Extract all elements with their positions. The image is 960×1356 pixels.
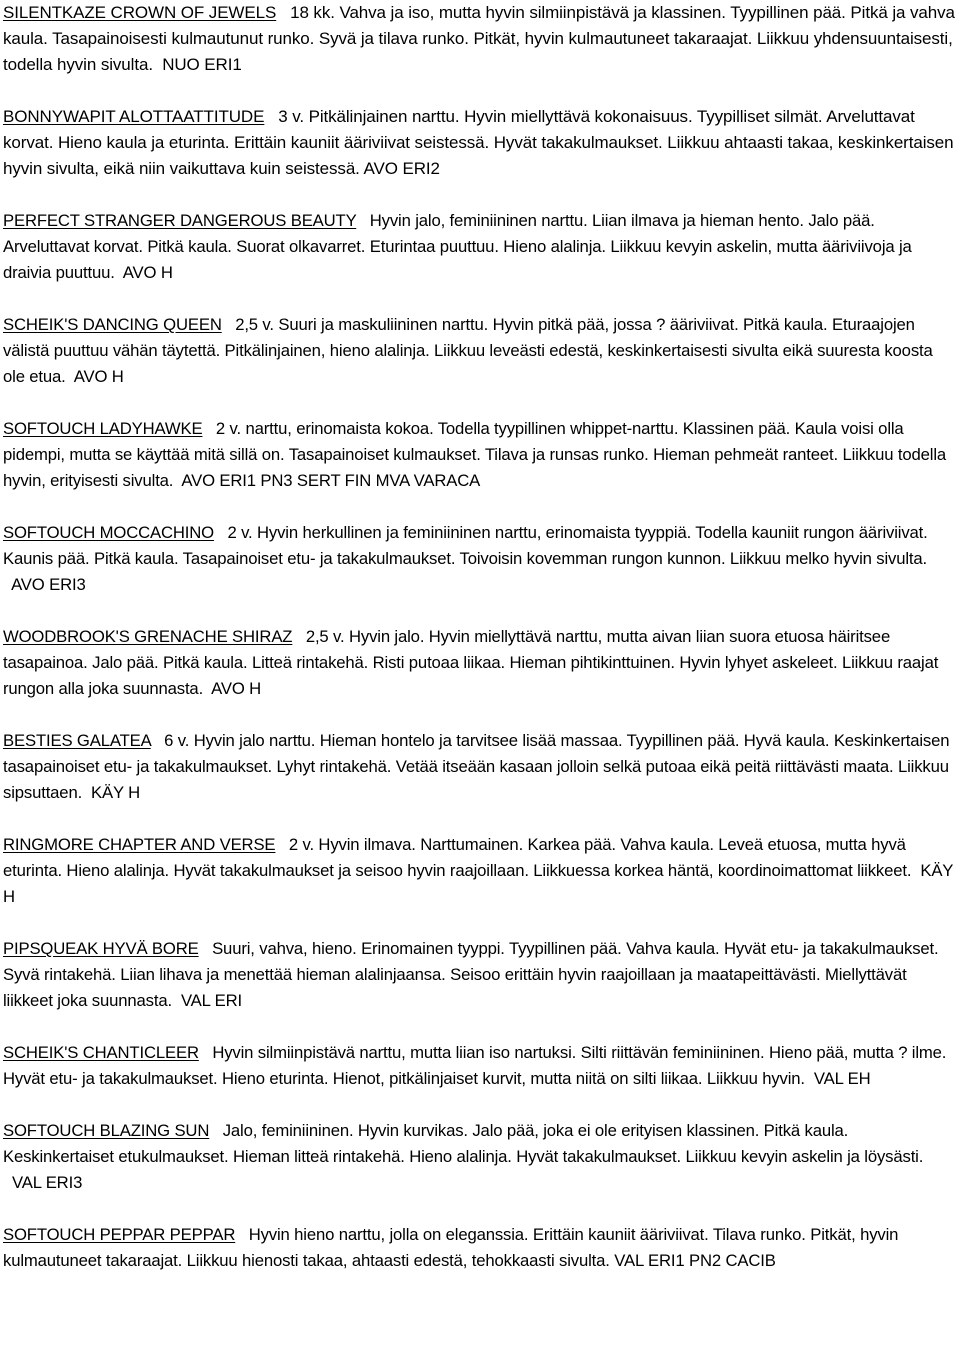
- dog-name: BONNYWAPIT ALOTTAATTITUDE: [3, 107, 265, 126]
- spacer: [3, 286, 958, 312]
- dog-critique-entry: [3, 1040, 958, 1092]
- spacer: [3, 78, 958, 104]
- critique-text: 2 v. Hyvin ilmava. Narttumainen. Karkea pää. Vahva kaula. Leveä etuosa, mutta hyvä eturinta. Hieno alalinja. Hyvät takakulmaukset ja seisoo hyvin raajoillaan. Liikkuessa korkea häntä, koordinoimattomat liikkeet.: [3, 835, 912, 880]
- result-grade: VAL ERI3: [11, 1173, 83, 1192]
- dog-critique-entry: [3, 728, 958, 806]
- dog-name: SILENTKAZE CROWN OF JEWELS: [3, 3, 277, 22]
- spacer: [3, 1196, 958, 1222]
- result-grade: AVO ERI1 PN3 SERT FIN MVA VARACA: [181, 471, 481, 490]
- critique-text: 3 v. Pitkälinjainen narttu. Hyvin miellyttävä kokonaisuus. Tyypilliset silmät. Arveluttavat korvat. Hieno kaula ja eturinta. Erittäin kauniit ääriviivat seistessä. Hyvät takakulmaukset. Liikkuu ahtaasti takaa, keskinkertaisen hyvin sivulta, eikä niin vaikuttava kuin seistessä.: [3, 107, 954, 178]
- result-grade: AVO H: [211, 679, 262, 698]
- result-grade: KÄY H: [91, 783, 141, 802]
- dog-critique-entry: [3, 1222, 958, 1274]
- dog-name: PIPSQUEAK HYVÄ BORE: [3, 939, 199, 958]
- dog-name: SOFTOUCH MOCCACHINO: [3, 523, 214, 542]
- spacer: [3, 702, 958, 728]
- dog-name: PERFECT STRANGER DANGEROUS BEAUTY: [3, 211, 357, 230]
- critique-text: 2 v. Hyvin herkullinen ja feminiininen narttu, erinomaista tyyppiä. Todella kauniit rungon ääriviivat. Kaunis pää. Pitkä kaula. Tasapainoiset etu- ja takakulmaukset. Toivoisin kovemman rungon kunnon. Liikkuu melko hyvin sivulta.: [3, 523, 928, 568]
- dog-critique-entry: [3, 832, 958, 910]
- result-grade: KÄY H: [3, 861, 953, 906]
- dog-critique-entry: [3, 104, 958, 182]
- result-grade: VAL ERI: [180, 991, 243, 1010]
- dog-critique-entry: [3, 416, 958, 494]
- spacer: [3, 494, 958, 520]
- critique-text: 18 kk. Vahva ja iso, mutta hyvin silmiinpistävä ja klassinen. Tyypillinen pää. Pitkä ja vahva kaula. Tasapainoisesti kulmautunut runko. Syvä ja tilava runko. Pitkät, hyvin kulmautuneet takaraajat. Liikkuu yhdensuuntaisesti, todella hyvin sivulta.: [3, 3, 955, 74]
- dog-critique-entry: [3, 208, 958, 286]
- critique-text: 6 v. Hyvin jalo narttu. Hieman hontelo ja tarvitsee lisää massaa. Tyypillinen pää. Hyvä kaula. Keskinkertaisen tasapainoiset etu- ja takakulmaukset. Lyhyt rintakehä. Vetää itseään kasaan jolloin selkä putoaa eikä peitä riittävästi maata. Liikkuu sipsuttaen.: [3, 731, 950, 802]
- critique-text: Hyvin hieno narttu, jolla on eleganssia. Erittäin kauniit ääriviivat. Tilava runko. Pitkät, hyvin kulmautuneet takaraajat. Liikkuu hienosti takaa, ahtaasti edestä, tehokkaasti sivulta.: [3, 1225, 899, 1270]
- dog-critique-entry: [3, 0, 958, 78]
- dog-critique-entry: [3, 312, 958, 390]
- spacer: [3, 390, 958, 416]
- dog-name: SCHEIK'S DANCING QUEEN: [3, 315, 222, 334]
- dog-critique-entry: [3, 520, 958, 598]
- document-page: [3, 0, 958, 1274]
- spacer: [3, 1092, 958, 1118]
- spacer: [3, 806, 958, 832]
- dog-critique-entry: [3, 1118, 958, 1196]
- dog-name: SCHEIK'S CHANTICLEER: [3, 1043, 199, 1062]
- result-grade: AVO ERI2: [363, 159, 440, 178]
- critique-text: Hyvin jalo, feminiininen narttu. Liian ilmava ja hieman hento. Jalo pää. Arveluttavat korvat. Pitkä kaula. Suorat olkavarret. Eturintaa puuttuu. Hieno alalinja. Liikkuu kevyin askelin, mutta ääriviivoja ja draivia puuttuu.: [3, 211, 912, 282]
- result-grade: VAL ERI1 PN2 CACIB: [614, 1251, 776, 1270]
- dog-name: SOFTOUCH LADYHAWKE: [3, 419, 203, 438]
- spacer: [3, 1014, 958, 1040]
- dog-critique-entry: [3, 936, 958, 1014]
- result-grade: AVO ERI3: [11, 575, 86, 594]
- dog-name: WOODBROOK'S GRENACHE SHIRAZ: [3, 627, 293, 646]
- dog-name: BESTIES GALATEA: [3, 731, 151, 750]
- critique-text: Hyvin silmiinpistävä narttu, mutta liian iso nartuksi. Silti riittävän feminiininen. Hieno pää, mutta ? ilme. Hyvät etu- ja takakulmaukset. Hieno eturinta. Hienot, pitkälinjaiset kurvit, mutta niitä on silti liikaa. Liikkuu hyvin.: [3, 1043, 947, 1088]
- critique-text: 2,5 v. Suuri ja maskuliininen narttu. Hyvin pitkä pää, jossa ? ääriviivat. Pitkä kaula. Eturaajojen välistä puuttuu vähän täytettä. Pitkälinjainen, hieno alalinja. Liikkuu leveästi edestä, keskinkertaisesti sivulta eikä suuresta koosta ole etua.: [3, 315, 933, 386]
- result-grade: AVO H: [122, 263, 173, 282]
- dog-name: SOFTOUCH BLAZING SUN: [3, 1121, 210, 1140]
- spacer: [3, 910, 958, 936]
- critique-text: 2 v. narttu, erinomaista kokoa. Todella tyypillinen whippet-narttu. Klassinen pää. Kaula voisi olla pidempi, mutta se käyttää mitä sillä on. Tasapainoiset kulmaukset. Tilava ja runsas runko. Hieman pehmeät ranteet. Liikkuu todella hyvin, erityisesti sivulta.: [3, 419, 947, 490]
- dog-critique-entry: [3, 624, 958, 702]
- result-grade: NUO ERI1: [162, 55, 242, 74]
- spacer: [3, 598, 958, 624]
- critique-text: Jalo, feminiininen. Hyvin kurvikas. Jalo pää, joka ei ole erityisen klassinen. Pitkä kaula. Keskinkertaiset etukulmaukset. Hieman litteä rintakehä. Hieno alalinja. Hyvät takakulmaukset. Liikkuu kevyin askelin ja löysästi.: [3, 1121, 924, 1166]
- dog-name: RINGMORE CHAPTER AND VERSE: [3, 835, 276, 854]
- result-grade: VAL EH: [813, 1069, 871, 1088]
- result-grade: AVO H: [73, 367, 124, 386]
- spacer: [3, 182, 958, 208]
- critique-text: 2,5 v. Hyvin jalo. Hyvin miellyttävä narttu, mutta aivan liian suora etuosa häiritsee tasapainoa. Jalo pää. Pitkä kaula. Litteä rintakehä. Risti putoaa liikaa. Hieman pihtikinttuinen. Hyvin lyhyet askeleet. Liikkuu raajat rungon alla joka suunnasta.: [3, 627, 939, 698]
- dog-name: SOFTOUCH PEPPAR PEPPAR: [3, 1225, 236, 1244]
- critique-text: Suuri, vahva, hieno. Erinomainen tyyppi. Tyypillinen pää. Vahva kaula. Hyvät etu- ja takakulmaukset. Syvä rintakehä. Liian lihava ja menettää hieman alalinjaansa. Seisoo erittäin hyvin raajoillaan ja maatapeittävästi. Miellyttävät liikkeet joka suunnasta.: [3, 939, 939, 1010]
